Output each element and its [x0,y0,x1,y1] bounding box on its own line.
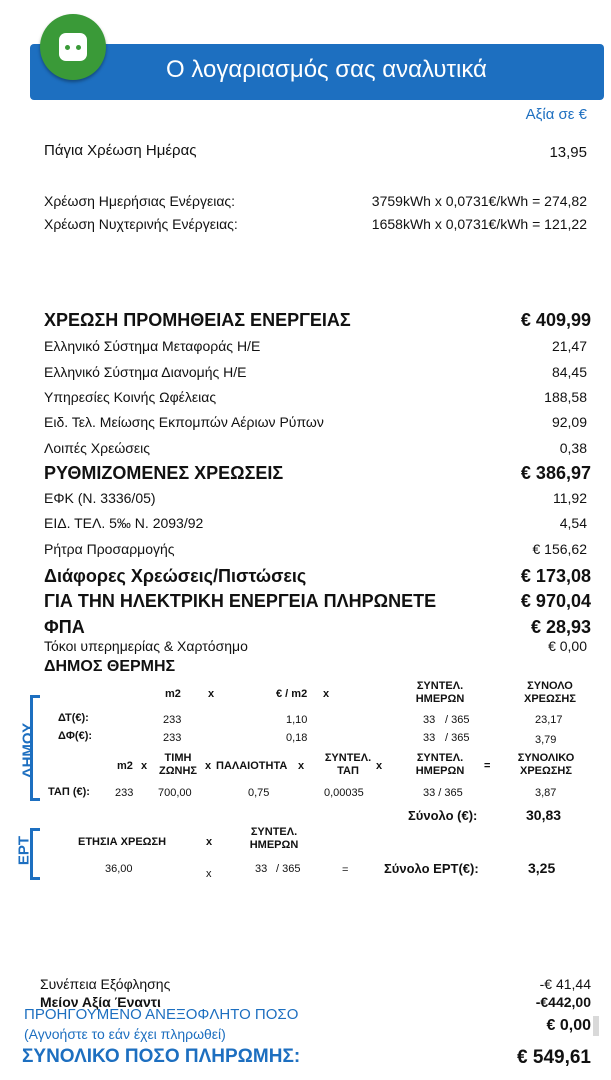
misc-charges-value: € 173,08 [520,566,591,586]
minus-advance-value: -€442,00 [535,994,591,1010]
reg-item-value: 0,38 [559,440,587,456]
tap-col-times: x [205,760,212,772]
interest-label: Τόκοι υπερημερίας & Χαρτόσημο [44,638,248,654]
power-socket-icon [40,14,106,80]
tap-row-total: 3,87 [535,787,557,799]
ert-year: / 365 [276,863,301,875]
row-year: / 365 [445,714,470,726]
col-eur-per-m2: € / m2 [276,688,308,700]
ert-days: 33 [255,863,268,875]
tap-col-m2: m2 [117,760,133,772]
misc-charges-label: Διάφορες Χρεώσεις/Πιστώσεις [44,566,307,586]
misc-item-value: € 156,62 [532,541,587,557]
misc-item-label: ΕΙΔ. ΤΕΛ. 5‰ Ν. 2093/92 [44,515,204,531]
supply-charge-value: € 409,99 [520,310,591,330]
tap-col-times: x [141,760,148,772]
row-days: 33 [423,714,436,726]
ert-sum-value: 3,25 [528,860,556,876]
row-m2: 233 [163,732,182,744]
row-m2: 233 [163,714,182,726]
electricity-total-value: € 970,04 [520,591,591,611]
reg-item-value: 21,47 [551,338,587,354]
tap-col-total: ΣΥΝΟΛΙΚΟ ΧΡΕΩΣΗΣ [517,752,575,777]
interest-value: € 0,00 [548,638,587,654]
reg-item-label: Ειδ. Τελ. Μείωσης Εκπομπών Αέριων Ρύπων [44,414,324,430]
ert-sum-label: Σύνολο ΕΡΤ(€): [384,861,479,876]
misc-item-label: ΕΦΚ (Ν. 3336/05) [44,490,156,506]
municipality-title: ΔΗΜΟΣ ΘΕΡΜΗΣ [44,658,176,675]
reg-item-label: Υπηρεσίες Κοινής Ωφέλειας [44,389,217,405]
tap-col-times: x [298,760,305,772]
tap-col-days: ΣΥΝΤΕΛ. ΗΜΕΡΩΝ [415,752,465,777]
page-title: Ο λογαριασμός σας αναλυτικά [166,56,487,83]
tap-row-label: ΤΑΠ (€): [48,786,90,798]
ert-col-annual: ΕΤΗΣΙΑ ΧΡΕΩΣΗ [78,836,167,848]
ert-col-days: ΣΥΝΤΕΛ. ΗΜΕΡΩΝ [249,826,299,851]
row-label: ΔΦ(€): [58,730,93,742]
fixed-charge-label: Πάγια Χρέωση Ημέρας [44,142,197,159]
total-payment-value: € 549,61 [517,1047,591,1068]
previous-unpaid-value: € 0,00 [546,1017,591,1034]
tap-row-days: 33 / 365 [423,787,463,799]
ert-annual-value: 36,00 [105,863,133,875]
vat-value: € 28,93 [530,617,591,637]
row-total: 3,79 [535,734,557,746]
reg-item-label: Λοιπές Χρεώσεις [44,440,150,456]
row-rate: 1,10 [286,714,308,726]
settlement-label: Συνέπεια Εξόφλησης [40,976,171,992]
fixed-charge-value: 13,95 [549,144,587,161]
scroll-edge [593,1016,599,1036]
col-total-charge: ΣΥΝΟΛΟ ΧΡΕΩΣΗΣ [524,680,576,705]
misc-item-label: Ρήτρα Προσαρμογής [44,541,175,557]
tap-row-m2: 233 [115,787,134,799]
regulated-charges-label: ΡΥΘΜΙΖΟΜΕΝΕΣ ΧΡΕΩΣΕΙΣ [44,463,284,483]
reg-item-label: Ελληνικό Σύστημα Διανομής Η/Ε [44,364,247,380]
row-rate: 0,18 [286,732,308,744]
tap-row-age: 0,75 [248,787,270,799]
col-times: x [208,688,215,700]
tap-col-equals: = [484,760,491,772]
tap-col-tap: ΣΥΝΤΕΛ. ΤΑΠ [324,752,372,777]
tap-col-zone: ΤΙΜΗ ΖΩΝΗΣ [158,752,198,777]
supply-charge-label: ΧΡΕΩΣΗ ΠΡΟΜΗΘΕΙΑΣ ΕΝΕΡΓΕΙΑΣ [44,310,351,330]
value-column-header: Αξία σε € [525,106,587,123]
row-days: 33 [423,732,436,744]
ert-times: x [206,868,212,880]
col-m2: m2 [165,688,181,700]
settlement-value: -€ 41,44 [539,976,591,992]
reg-item-label: Ελληνικό Σύστημα Μεταφοράς Η/Ε [44,338,261,354]
tap-col-times: x [376,760,383,772]
reg-item-value: 188,58 [544,389,587,405]
row-label: ΔΤ(€): [58,712,89,724]
night-energy-label: Χρέωση Νυχτερινής Ενέργειας: [44,216,238,232]
row-total: 23,17 [535,714,563,726]
tap-row-zone: 700,00 [158,787,192,799]
col-times: x [323,688,330,700]
minus-advance-label: Μείον Αξία Έναντι [40,994,161,1010]
municipality-side-label: ΔΗΜΟΥ [19,722,37,779]
electricity-total-label: ΓΙΑ ΤΗΝ ΗΛΕΚΤΡΙΚΗ ΕΝΕΡΓΕΙΑ ΠΛΗΡΩΝΕΤΕ [44,591,437,611]
tap-col-age: ΠΑΛΑΙΟΤΗΤΑ [216,760,288,772]
row-year: / 365 [445,732,470,744]
total-payment-label: ΣΥΝΟΛΙΚΟ ΠΟΣΟ ΠΛΗΡΩΜΗΣ: [22,1046,301,1067]
vat-label: ΦΠΑ [44,617,85,637]
ert-col-times: x [206,836,213,848]
tap-row-tap: 0,00035 [324,787,364,799]
misc-item-value: 11,92 [553,490,587,506]
day-energy-label: Χρέωση Ημερήσιας Ενέργειας: [44,193,236,209]
reg-item-value: 92,09 [551,414,587,430]
municipality-sum-label: Σύνολο (€): [408,808,478,823]
ert-equals: = [342,864,349,876]
regulated-charges-value: € 386,97 [520,463,591,483]
day-energy-calc: 3759kWh x 0,0731€/kWh = 274,82 [371,193,587,209]
previous-unpaid-note: (Αγνοήστε το εάν έχει πληρωθεί) [24,1026,226,1042]
night-energy-calc: 1658kWh x 0,0731€/kWh = 121,22 [371,216,587,232]
misc-item-value: 4,54 [559,515,587,531]
reg-item-value: 84,45 [551,364,587,380]
previous-unpaid-label: ΠΡΟΗΓΟΥΜΕΝΟ ΑΝΕΞΟΦΛΗΤΟ ΠΟΣΟ [24,1006,299,1023]
ert-side-label: ΕΡΤ [15,835,33,866]
municipality-sum-value: 30,83 [526,807,562,823]
col-coef-days: ΣΥΝΤΕΛ. ΗΜΕΡΩΝ [415,680,465,705]
